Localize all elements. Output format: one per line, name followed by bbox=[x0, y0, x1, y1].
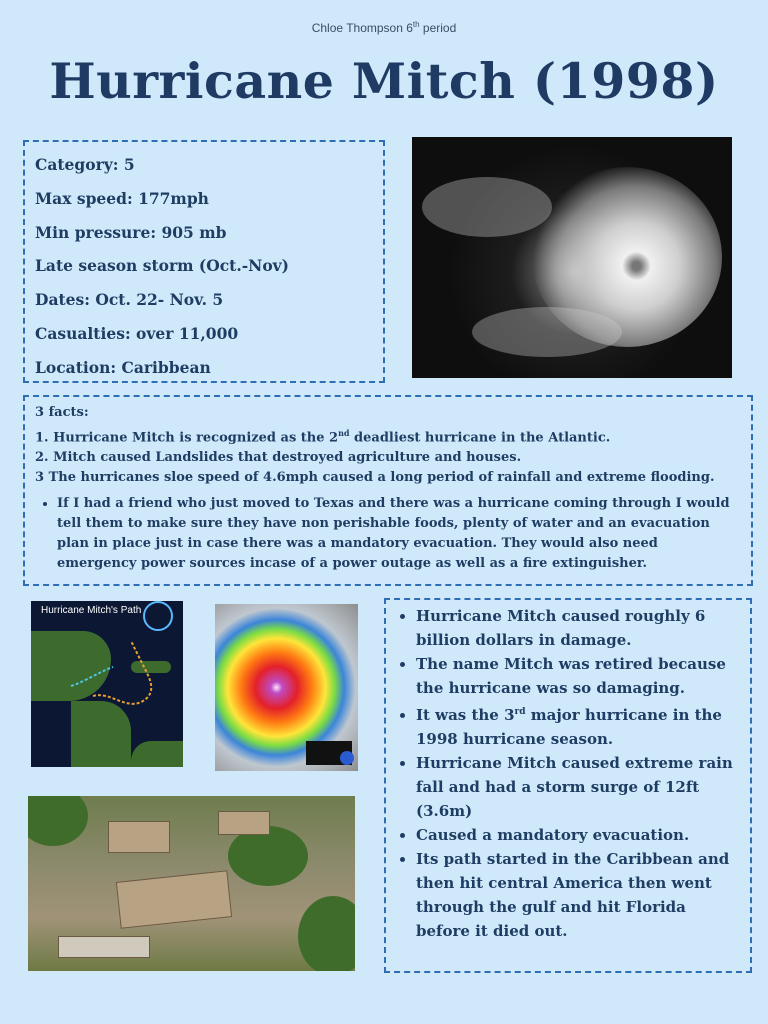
author-line bbox=[0, 20, 768, 35]
author-name: Chloe Thompson 6 bbox=[311, 21, 413, 35]
advice-item: • If I had a friend who just moved to Texas and there was a hurricane coming through I would tell them to make sure they have non perishable foods, plenty of water and an evacuation plan in place just in case there was a mandatory evacuation. They would also need emergency power sources incase of a power outage as well as a fire extinguisher. bbox=[57, 494, 741, 574]
fact-1-rest: deadliest hurricane in the Atlantic. bbox=[349, 430, 611, 446]
stats-box bbox=[23, 140, 385, 383]
more-fact-evacuation: • Caused a mandatory evacuation. bbox=[416, 823, 742, 847]
map-title: Hurricane Mitch's Path bbox=[41, 605, 142, 616]
stat-season: Late season storm (Oct.-Nov) bbox=[35, 256, 290, 276]
advice-list bbox=[35, 494, 741, 574]
more-fact-season-rank-rest: major hurricane in the 1998 hurricane season. bbox=[416, 706, 722, 748]
fact-1-superscript: nd bbox=[338, 428, 350, 438]
more-fact-name-retired: • The name Mitch was retired because the hurricane was so damaging. bbox=[416, 652, 742, 700]
noaa-logo-icon bbox=[340, 751, 354, 765]
path-line bbox=[31, 601, 183, 767]
more-fact-season-rank-text: It was the 3 bbox=[416, 706, 515, 724]
hurricane-path-map bbox=[31, 601, 183, 767]
facts-heading: 3 facts: bbox=[35, 405, 89, 420]
stat-max-speed: Max speed: 177mph bbox=[35, 188, 209, 208]
stat-dates: Dates: Oct. 22- Nov. 5 bbox=[35, 290, 224, 310]
infrared-hurricane-image bbox=[215, 604, 358, 771]
more-fact-path: • Its path started in the Caribbean and then hit central America then went through the gulf and hit Florida before it died out. bbox=[416, 847, 742, 943]
author-period: period bbox=[419, 21, 457, 35]
fact-1-text: 1. Hurricane Mitch is recognized as the 2 bbox=[35, 430, 339, 446]
page-title: Hurricane Mitch (1998) bbox=[49, 52, 719, 110]
satellite-hurricane-image bbox=[412, 137, 732, 378]
stat-min-pressure: Min pressure: 905 mb bbox=[35, 222, 227, 242]
more-facts-list bbox=[394, 604, 742, 943]
more-fact-storm-surge: • Hurricane Mitch caused extreme rain fall and had a storm surge of 12ft (3.6m) bbox=[416, 751, 742, 823]
landslide-damage-photo bbox=[28, 796, 355, 971]
fact-2: 2. Mitch caused Landslides that destroyed agriculture and houses. bbox=[35, 450, 522, 466]
stat-location: Location: Caribbean bbox=[35, 357, 211, 377]
fact-3: 3 The hurricanes sloe speed of 4.6mph caused a long period of rainfall and extreme flooding. bbox=[35, 470, 715, 486]
more-facts-box bbox=[384, 598, 752, 973]
author-superscript: th bbox=[412, 20, 420, 29]
more-fact-season-rank bbox=[416, 700, 742, 751]
more-fact-season-rank-superscript: rd bbox=[514, 707, 526, 717]
facts-box bbox=[23, 395, 753, 586]
more-fact-damage: • Hurricane Mitch caused roughly 6 billion dollars in damage. bbox=[416, 604, 742, 652]
stat-category: Category: 5 bbox=[35, 155, 135, 174]
stat-casualties: Casualties: over 11,000 bbox=[35, 323, 239, 343]
fact-1 bbox=[35, 423, 741, 448]
